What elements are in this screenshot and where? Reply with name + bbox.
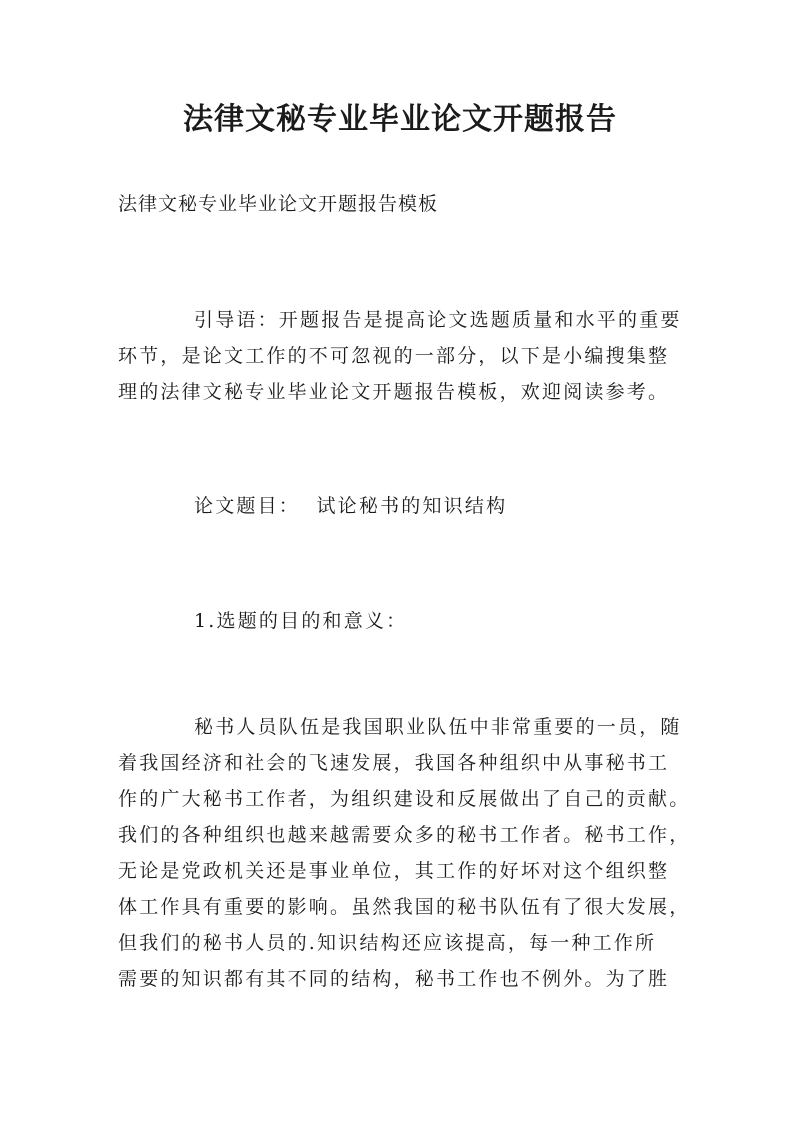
body-line: 着我国经济和社会的飞速发展，我国各种组织中从事秘书工 [118, 752, 670, 774]
thesis-topic [118, 488, 686, 524]
intro-line: 理的法律文秘专业毕业论文开题报告模板，欢迎阅读参考。 [118, 381, 670, 403]
body-line: 无论是党政机关还是事业单位，其工作的好坏对这个组织整 [118, 860, 670, 882]
body-line: 体工作具有重要的影响。虽然我国的秘书队伍有了很大发展， [118, 896, 691, 918]
body-line: 需要的知识都有其不同的结构，秘书工作也不例外。为了胜 [118, 968, 670, 990]
body-line: 秘书人员队伍是我国职业队伍中非常重要的一员，随 [194, 716, 682, 738]
section-heading-text: 1.选题的目的和意义： [194, 610, 408, 632]
intro-line: 引导语：开题报告是提高论文选题质量和水平的重要 [194, 309, 682, 331]
document-subtitle: 法律文秘专业毕业论文开题报告模板 [118, 193, 439, 215]
body-line: 我们的各种组织也越来越需要众多的秘书工作者。秘书工作， [118, 824, 691, 846]
intro-paragraph [118, 302, 686, 410]
body-line: 但我们的秘书人员的.知识结构还应该提高，每一种工作所 [118, 932, 657, 954]
intro-line: 环节，是论文工作的不可忽视的一部分，以下是小编搜集整 [118, 345, 670, 367]
body-line: 作的广大秘书工作者，为组织建设和反展做出了自己的贡献。 [118, 788, 691, 810]
document-title: 法律文秘专业毕业论文开题报告 [183, 102, 617, 137]
section-heading [118, 603, 686, 639]
topic-line: 论文题目： 试论秘书的知识结构 [194, 495, 508, 517]
body-paragraph [118, 709, 691, 997]
